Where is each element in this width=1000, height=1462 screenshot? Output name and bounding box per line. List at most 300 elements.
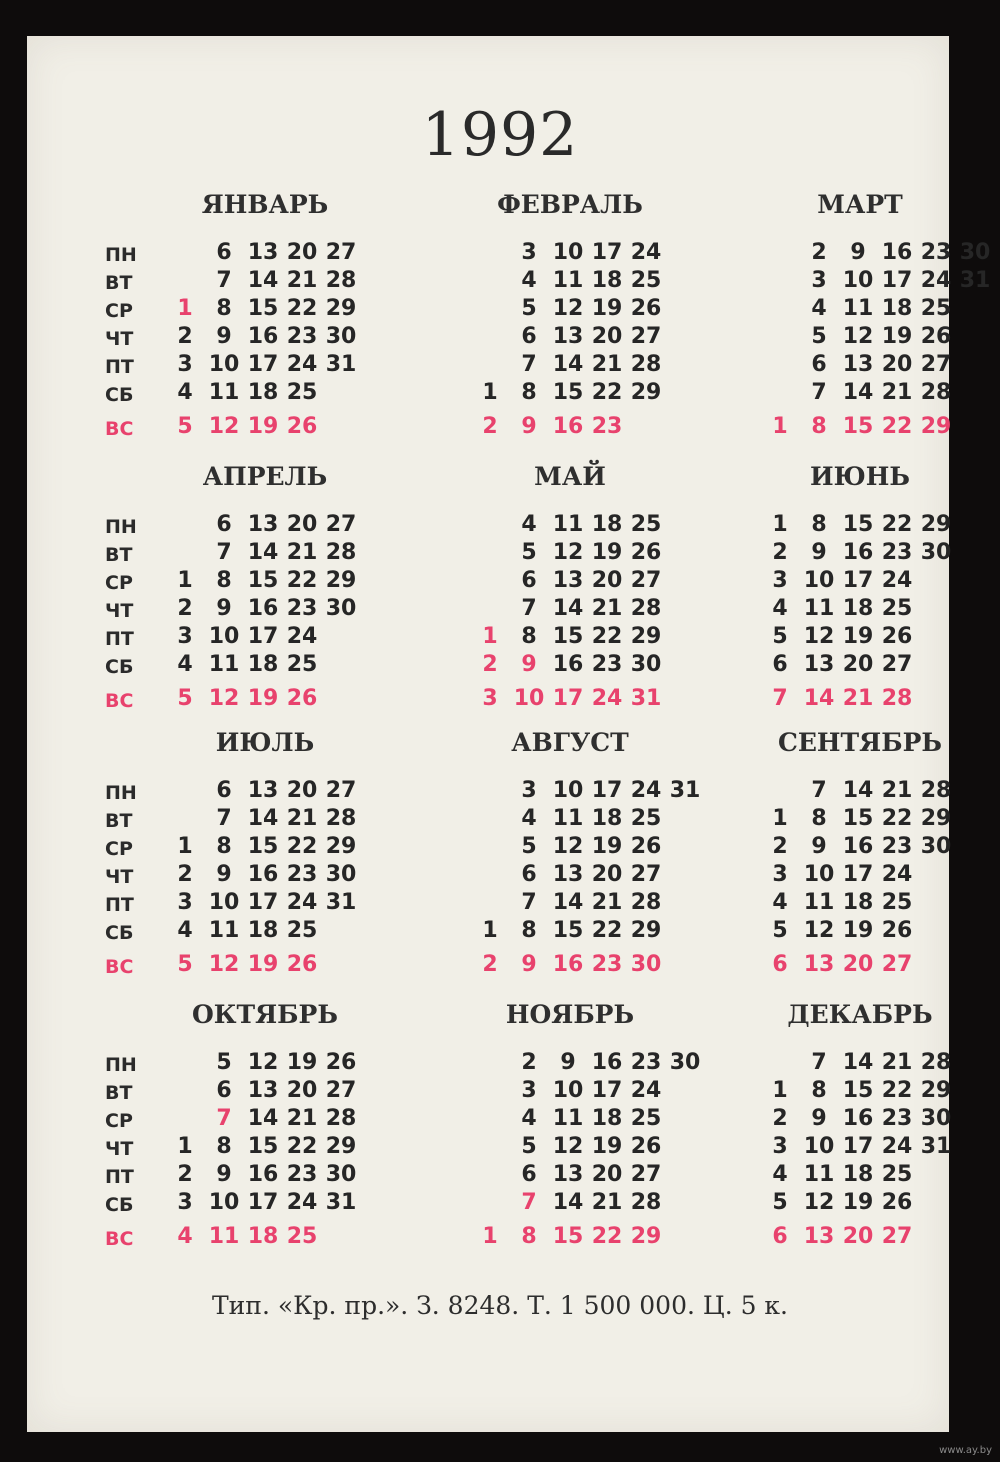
day-cell: 30 <box>920 1106 952 1131</box>
day-cell: 8 <box>521 624 537 649</box>
day-cell: 15 <box>552 918 584 943</box>
day-cell: 14 <box>552 352 584 377</box>
day-cell: 17 <box>247 1190 279 1215</box>
day-cell: 6 <box>521 324 537 349</box>
day-cell: 5 <box>772 918 788 943</box>
day-cell: 10 <box>552 1078 584 1103</box>
day-cell: 28 <box>325 268 357 293</box>
day-cell: 14 <box>552 1190 584 1215</box>
day-cell: 14 <box>803 686 835 711</box>
day-cell: 21 <box>881 1050 913 1075</box>
month-name: ЯНВАРЬ <box>201 190 329 219</box>
day-cell: 6 <box>216 778 232 803</box>
day-cell: 3 <box>772 862 788 887</box>
month-name: ДЕКАБРЬ <box>787 1000 933 1029</box>
day-cell: 2 <box>482 414 498 439</box>
day-cell: 22 <box>286 568 318 593</box>
day-cell: 27 <box>630 1162 662 1187</box>
day-cell: 5 <box>177 952 193 977</box>
day-cell: 14 <box>247 806 279 831</box>
day-cell: 26 <box>286 952 318 977</box>
day-cell: 19 <box>881 324 913 349</box>
day-cell: 10 <box>842 268 874 293</box>
day-cell: 5 <box>521 1134 537 1159</box>
day-cell: 12 <box>552 1134 584 1159</box>
day-cell: 16 <box>247 324 279 349</box>
day-cell: 14 <box>842 778 874 803</box>
day-cell: 4 <box>811 296 827 321</box>
day-cell: 8 <box>811 1078 827 1103</box>
day-cell: 13 <box>247 512 279 537</box>
weekday-label: ЧТ <box>105 866 134 888</box>
day-cell: 29 <box>630 380 662 405</box>
day-cell: 9 <box>811 540 827 565</box>
day-cell: 25 <box>630 268 662 293</box>
weekday-label: ПН <box>105 782 137 804</box>
day-cell: 7 <box>216 806 232 831</box>
day-cell: 30 <box>325 1162 357 1187</box>
day-cell: 26 <box>630 540 662 565</box>
day-cell: 13 <box>552 568 584 593</box>
day-cell: 23 <box>286 324 318 349</box>
day-cell: 6 <box>521 568 537 593</box>
day-cell: 2 <box>772 1106 788 1131</box>
day-cell: 13 <box>552 324 584 349</box>
day-cell: 3 <box>177 624 193 649</box>
day-cell: 6 <box>772 1224 788 1249</box>
day-cell: 21 <box>286 806 318 831</box>
day-cell: 16 <box>842 834 874 859</box>
day-cell: 18 <box>247 652 279 677</box>
day-cell: 25 <box>286 380 318 405</box>
day-cell: 20 <box>286 240 318 265</box>
day-cell: 13 <box>247 240 279 265</box>
day-cell: 15 <box>552 380 584 405</box>
day-cell: 16 <box>247 596 279 621</box>
day-cell: 26 <box>881 1190 913 1215</box>
weekday-label: ВС <box>105 1228 134 1250</box>
day-cell: 12 <box>803 624 835 649</box>
day-cell: 19 <box>247 414 279 439</box>
day-cell: 20 <box>591 324 623 349</box>
day-cell: 7 <box>811 380 827 405</box>
day-cell: 28 <box>325 1106 357 1131</box>
day-cell: 27 <box>881 1224 913 1249</box>
day-cell: 1 <box>772 1078 788 1103</box>
month-block <box>95 462 395 722</box>
day-cell: 13 <box>552 1162 584 1187</box>
day-cell: 25 <box>286 652 318 677</box>
day-cell: 9 <box>521 652 537 677</box>
day-cell: 27 <box>325 1078 357 1103</box>
day-cell: 21 <box>591 596 623 621</box>
day-cell: 2 <box>177 1162 193 1187</box>
day-cell: 17 <box>247 624 279 649</box>
day-cell: 7 <box>521 596 537 621</box>
day-cell: 29 <box>920 806 952 831</box>
day-cell: 25 <box>881 890 913 915</box>
day-cell: 23 <box>881 1106 913 1131</box>
day-cell: 12 <box>208 414 240 439</box>
day-cell: 24 <box>630 1078 662 1103</box>
weekday-label: ЧТ <box>105 328 134 350</box>
day-cell: 27 <box>325 240 357 265</box>
day-cell: 3 <box>521 240 537 265</box>
day-cell: 29 <box>325 296 357 321</box>
day-cell: 10 <box>208 890 240 915</box>
weekday-label: ПТ <box>105 356 134 378</box>
day-cell: 31 <box>669 778 701 803</box>
day-cell: 22 <box>591 918 623 943</box>
day-cell: 8 <box>811 512 827 537</box>
day-cell: 9 <box>216 324 232 349</box>
month-name: ОКТЯБРЬ <box>192 1000 338 1029</box>
day-cell: 18 <box>842 1162 874 1187</box>
month-name: НОЯБРЬ <box>505 1000 635 1029</box>
day-cell: 3 <box>811 268 827 293</box>
day-cell: 15 <box>842 414 874 439</box>
month-name: ФЕВРАЛЬ <box>497 190 643 219</box>
day-cell: 18 <box>842 890 874 915</box>
day-cell: 27 <box>630 568 662 593</box>
day-cell: 23 <box>286 862 318 887</box>
day-cell: 14 <box>842 1050 874 1075</box>
day-cell: 21 <box>881 380 913 405</box>
day-cell: 26 <box>286 686 318 711</box>
day-cell: 15 <box>842 1078 874 1103</box>
day-cell: 3 <box>177 890 193 915</box>
day-cell: 4 <box>772 596 788 621</box>
day-cell: 28 <box>630 596 662 621</box>
day-cell: 21 <box>881 778 913 803</box>
day-cell: 1 <box>482 380 498 405</box>
day-cell: 4 <box>177 380 193 405</box>
day-cell: 1 <box>772 806 788 831</box>
day-cell: 13 <box>803 952 835 977</box>
day-cell: 12 <box>803 1190 835 1215</box>
day-cell: 3 <box>521 1078 537 1103</box>
day-cell: 13 <box>552 862 584 887</box>
day-cell: 19 <box>842 918 874 943</box>
day-cell: 15 <box>842 806 874 831</box>
day-cell: 31 <box>325 890 357 915</box>
day-cell: 12 <box>247 1050 279 1075</box>
day-cell: 2 <box>811 240 827 265</box>
print-imprint: Тип. «Кр. пр.». З. 8248. Т. 1 500 000. Ц. 5 к. <box>211 1291 789 1320</box>
day-cell: 29 <box>325 568 357 593</box>
weekday-label: СР <box>105 1110 133 1132</box>
day-cell: 27 <box>630 862 662 887</box>
day-cell: 11 <box>208 918 240 943</box>
month-block <box>690 190 990 450</box>
month-block <box>95 728 395 988</box>
day-cell: 20 <box>286 1078 318 1103</box>
day-cell: 23 <box>881 540 913 565</box>
day-cell: 6 <box>521 862 537 887</box>
day-cell: 5 <box>521 296 537 321</box>
day-cell: 3 <box>772 568 788 593</box>
day-cell: 20 <box>286 512 318 537</box>
day-cell: 7 <box>216 1106 232 1131</box>
day-cell: 18 <box>842 596 874 621</box>
day-cell: 25 <box>286 918 318 943</box>
day-cell: 12 <box>552 296 584 321</box>
day-cell: 15 <box>552 624 584 649</box>
day-cell: 26 <box>881 918 913 943</box>
day-cell: 5 <box>521 834 537 859</box>
day-cell: 11 <box>803 890 835 915</box>
month-name: АВГУСТ <box>511 728 629 757</box>
day-cell: 30 <box>325 324 357 349</box>
day-cell: 23 <box>591 952 623 977</box>
day-cell: 24 <box>286 1190 318 1215</box>
day-cell: 19 <box>842 624 874 649</box>
day-cell: 23 <box>591 652 623 677</box>
day-cell: 1 <box>177 1134 193 1159</box>
day-cell: 12 <box>552 540 584 565</box>
day-cell: 14 <box>842 380 874 405</box>
day-cell: 4 <box>521 1106 537 1131</box>
day-cell: 17 <box>591 240 623 265</box>
day-cell: 22 <box>286 834 318 859</box>
month-name: МАЙ <box>534 462 606 491</box>
day-cell: 25 <box>630 1106 662 1131</box>
day-cell: 18 <box>247 918 279 943</box>
day-cell: 11 <box>552 806 584 831</box>
weekday-label: ВС <box>105 956 134 978</box>
month-name: АПРЕЛЬ <box>202 462 328 491</box>
weekday-label: СР <box>105 300 133 322</box>
day-cell: 27 <box>881 952 913 977</box>
day-cell: 24 <box>881 1134 913 1159</box>
day-cell: 19 <box>842 1190 874 1215</box>
day-cell: 30 <box>959 240 991 265</box>
day-cell: 1 <box>177 296 193 321</box>
day-cell: 18 <box>247 1224 279 1249</box>
day-cell: 28 <box>881 686 913 711</box>
day-cell: 26 <box>920 324 952 349</box>
day-cell: 4 <box>177 918 193 943</box>
day-cell: 23 <box>920 240 952 265</box>
day-cell: 8 <box>521 918 537 943</box>
month-name: МАРТ <box>817 190 903 219</box>
day-cell: 17 <box>842 568 874 593</box>
day-cell: 2 <box>772 540 788 565</box>
month-name: ИЮНЬ <box>809 462 911 491</box>
weekday-label: СБ <box>105 384 134 406</box>
day-cell: 21 <box>591 890 623 915</box>
day-cell: 4 <box>772 890 788 915</box>
day-cell: 14 <box>247 1106 279 1131</box>
day-cell: 31 <box>325 352 357 377</box>
day-cell: 19 <box>286 1050 318 1075</box>
day-cell: 21 <box>842 686 874 711</box>
weekday-label: СР <box>105 838 133 860</box>
day-cell: 10 <box>208 352 240 377</box>
day-cell: 30 <box>325 862 357 887</box>
day-cell: 29 <box>325 834 357 859</box>
day-cell: 18 <box>591 806 623 831</box>
day-cell: 20 <box>842 1224 874 1249</box>
day-cell: 17 <box>552 686 584 711</box>
day-cell: 30 <box>630 652 662 677</box>
weekday-label: ВТ <box>105 272 133 294</box>
day-cell: 7 <box>772 686 788 711</box>
day-cell: 29 <box>630 1224 662 1249</box>
day-cell: 26 <box>630 1134 662 1159</box>
day-cell: 3 <box>177 352 193 377</box>
day-cell: 24 <box>920 268 952 293</box>
day-cell: 8 <box>216 296 232 321</box>
weekday-label: СБ <box>105 656 134 678</box>
day-cell: 6 <box>772 952 788 977</box>
day-cell: 6 <box>772 652 788 677</box>
day-cell: 15 <box>247 834 279 859</box>
day-cell: 8 <box>216 1134 232 1159</box>
day-cell: 17 <box>881 268 913 293</box>
day-cell: 4 <box>177 652 193 677</box>
day-cell: 30 <box>669 1050 701 1075</box>
day-cell: 5 <box>177 414 193 439</box>
day-cell: 22 <box>591 380 623 405</box>
day-cell: 14 <box>247 268 279 293</box>
day-cell: 5 <box>772 1190 788 1215</box>
day-cell: 9 <box>560 1050 576 1075</box>
month-block <box>400 728 700 988</box>
day-cell: 24 <box>630 778 662 803</box>
day-cell: 11 <box>552 268 584 293</box>
day-cell: 28 <box>325 540 357 565</box>
day-cell: 6 <box>521 1162 537 1187</box>
day-cell: 25 <box>881 1162 913 1187</box>
day-cell: 29 <box>325 1134 357 1159</box>
day-cell: 7 <box>521 890 537 915</box>
day-cell: 20 <box>842 952 874 977</box>
day-cell: 24 <box>881 862 913 887</box>
day-cell: 3 <box>521 778 537 803</box>
day-cell: 20 <box>842 652 874 677</box>
day-cell: 9 <box>811 834 827 859</box>
day-cell: 30 <box>920 834 952 859</box>
day-cell: 15 <box>247 1134 279 1159</box>
day-cell: 11 <box>552 1106 584 1131</box>
day-cell: 11 <box>208 380 240 405</box>
day-cell: 24 <box>630 240 662 265</box>
day-cell: 8 <box>521 1224 537 1249</box>
day-cell: 2 <box>177 324 193 349</box>
day-cell: 13 <box>247 1078 279 1103</box>
day-cell: 20 <box>591 862 623 887</box>
day-cell: 8 <box>216 568 232 593</box>
day-cell: 18 <box>591 1106 623 1131</box>
day-cell: 4 <box>521 512 537 537</box>
day-cell: 28 <box>920 380 952 405</box>
day-cell: 17 <box>842 1134 874 1159</box>
day-cell: 16 <box>591 1050 623 1075</box>
day-cell: 7 <box>521 352 537 377</box>
day-cell: 12 <box>842 324 874 349</box>
day-cell: 27 <box>325 778 357 803</box>
day-cell: 16 <box>247 1162 279 1187</box>
day-cell: 23 <box>286 596 318 621</box>
day-cell: 4 <box>521 806 537 831</box>
day-cell: 5 <box>177 686 193 711</box>
day-cell: 2 <box>482 952 498 977</box>
day-cell: 31 <box>959 268 991 293</box>
day-cell: 27 <box>630 324 662 349</box>
day-cell: 6 <box>216 1078 232 1103</box>
month-block <box>400 1000 700 1260</box>
day-cell: 8 <box>811 414 827 439</box>
day-cell: 24 <box>591 686 623 711</box>
day-cell: 19 <box>591 540 623 565</box>
day-cell: 2 <box>521 1050 537 1075</box>
day-cell: 1 <box>177 834 193 859</box>
year-title: 1992 <box>421 100 579 170</box>
day-cell: 7 <box>521 1190 537 1215</box>
day-cell: 13 <box>842 352 874 377</box>
day-cell: 22 <box>591 1224 623 1249</box>
day-cell: 2 <box>482 652 498 677</box>
day-cell: 1 <box>482 918 498 943</box>
day-cell: 17 <box>247 890 279 915</box>
day-cell: 23 <box>881 834 913 859</box>
weekday-label: ЧТ <box>105 600 134 622</box>
day-cell: 27 <box>325 512 357 537</box>
weekday-label: ПН <box>105 1054 137 1076</box>
day-cell: 8 <box>521 380 537 405</box>
weekday-label: ВС <box>105 690 134 712</box>
day-cell: 16 <box>552 652 584 677</box>
day-cell: 21 <box>286 1106 318 1131</box>
day-cell: 16 <box>552 414 584 439</box>
day-cell: 16 <box>552 952 584 977</box>
weekday-label: ВТ <box>105 544 133 566</box>
day-cell: 29 <box>630 624 662 649</box>
day-cell: 4 <box>772 1162 788 1187</box>
day-cell: 26 <box>630 834 662 859</box>
month-block <box>690 462 990 722</box>
month-block <box>690 728 990 988</box>
day-cell: 9 <box>521 414 537 439</box>
month-block <box>95 190 395 450</box>
day-cell: 11 <box>552 512 584 537</box>
day-cell: 10 <box>208 624 240 649</box>
day-cell: 23 <box>630 1050 662 1075</box>
weekday-label: СБ <box>105 922 134 944</box>
weekday-label: ВТ <box>105 1082 133 1104</box>
day-cell: 17 <box>591 778 623 803</box>
day-cell: 3 <box>482 686 498 711</box>
day-cell: 10 <box>803 862 835 887</box>
day-cell: 23 <box>286 1162 318 1187</box>
month-name: ИЮЛЬ <box>215 728 315 757</box>
day-cell: 7 <box>811 1050 827 1075</box>
day-cell: 5 <box>521 540 537 565</box>
day-cell: 7 <box>216 268 232 293</box>
day-cell: 20 <box>286 778 318 803</box>
day-cell: 2 <box>177 596 193 621</box>
day-cell: 28 <box>920 778 952 803</box>
day-cell: 31 <box>325 1190 357 1215</box>
day-cell: 11 <box>208 652 240 677</box>
day-cell: 9 <box>811 1106 827 1131</box>
day-cell: 10 <box>803 568 835 593</box>
weekday-label: ПТ <box>105 628 134 650</box>
day-cell: 12 <box>208 686 240 711</box>
day-cell: 5 <box>811 324 827 349</box>
month-block <box>400 462 700 722</box>
